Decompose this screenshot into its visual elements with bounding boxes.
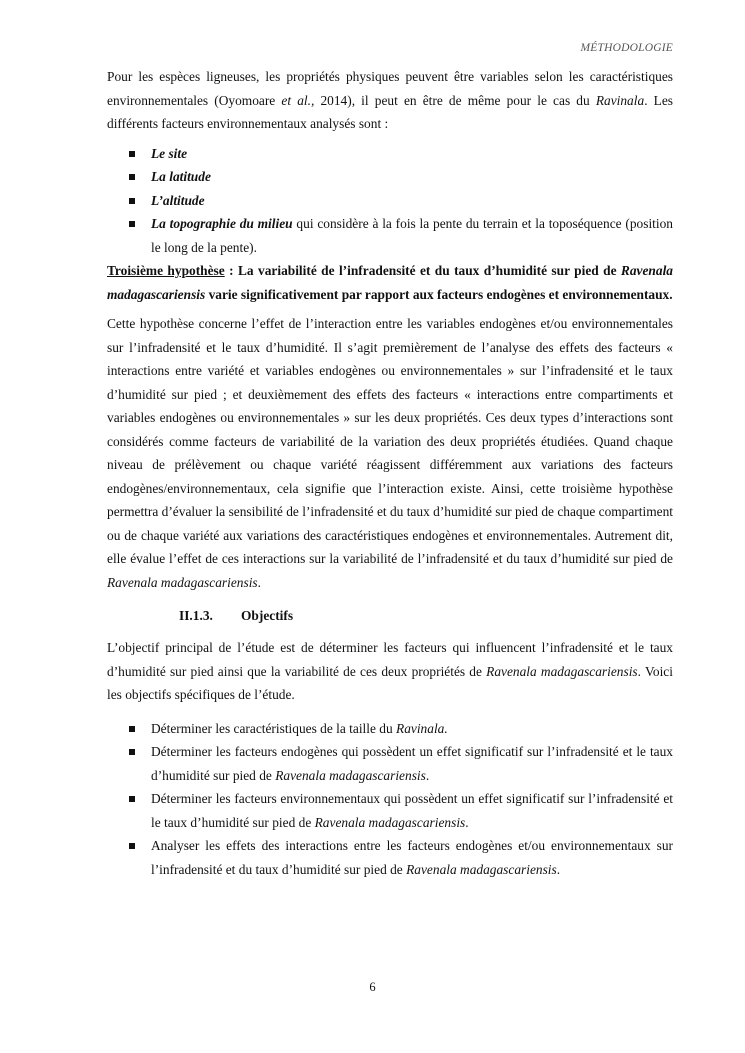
objective-4-text: Analyser les effets des interactions entre les facteurs endogènes et/ou environnementaux sur l’infradensité et du taux d’humidité sur pied de [151, 838, 673, 877]
objective-3-end: . [465, 814, 469, 830]
list-item [107, 834, 673, 881]
intro-paragraph [107, 65, 673, 136]
list-item [107, 212, 673, 259]
explanation-text: Cette hypothèse concerne l’effet de l’interaction entre les variables endogènes et/ou environnementales sur l’infradensité et le taux d’humidité. Il s’agit premièrement de l’analyse des effets des facteurs « interactions entre variété et variables endogènes ou environnementales » sur l’infradensité et le taux d’humidité sur pied ; et deuxièmement des effets des facteurs « interactions entre compartiments et variables endogènes ou environnementales » sur les deux propriétés. Ces deux types d’interactions sont considérés comme facteurs de variabilité de la variation des deux propriétés étudiées. Quand chaque niveau de prélèvement ou chaque variété réagissent différemment aux variations des facteurs endogènes/environnementaux, cela signifie que l’interaction existe. Ainsi, cette troisième hypothèse permettra d’évaluer la sensibilité de l’infradensité et du taux d’humidité sur pied de chaque compartiment ou de chaque variété aux variations des caractéristiques endogènes et environnementales. Autrement dit, elle évalue l’effet de ces interactions sur la variabilité de l’infradensité et du taux d’humidité sur pied de [107, 316, 673, 566]
list-item [107, 787, 673, 834]
list-item [107, 189, 673, 213]
objective-1-text: Déterminer les caractéristiques de la taille du [151, 720, 397, 736]
list-item [107, 740, 673, 787]
hypothesis-statement [107, 259, 673, 306]
section-number: II.1.3. [179, 608, 213, 623]
objective-4-species: Ravenala madagascariensis [406, 861, 557, 877]
page-number: 6 [369, 980, 376, 994]
intro-citation: et al., [281, 92, 315, 108]
objective-paragraph [107, 636, 673, 707]
list-item [107, 142, 673, 166]
objective-text-2: . Voici les objectifs spécifiques de l’étude. [107, 663, 673, 702]
factor-topography-desc: qui considère à la fois la pente du terrain et la toposéquence (position le long de la pente). [151, 216, 673, 255]
intro-text-3: . Les différents facteurs environnementaux analysés sont : [107, 92, 674, 131]
environmental-factors-list [107, 142, 673, 260]
objective-2-end: . [425, 767, 430, 783]
hypothesis-separator: : [224, 263, 238, 278]
specific-objectives-list [107, 717, 673, 882]
objective-text-1: L’objectif principal de l’étude est de déterminer les facteurs qui influencent l’infradensité et le taux d’humidité sur pied ainsi que la variabilité de ces deux propriétés de [107, 640, 673, 679]
objective-species: Ravenala madagascariensis [486, 663, 638, 679]
objective-2-species: Ravenala madagascariensis [275, 767, 426, 783]
hypothesis-species: Ravenala madagascariensis [107, 263, 673, 302]
running-header: MÉTHODOLOGIE [580, 42, 673, 54]
objective-3-text: Déterminer les facteurs environnementaux qui possèdent un effet significatif sur l’infradensité et le taux d’humidité sur pied de [151, 791, 673, 830]
section-title: Objectifs [241, 608, 294, 623]
factor-altitude: L’altitude [151, 192, 205, 208]
intro-text-1: Pour les espèces ligneuses, les propriétés physiques peuvent être variables selon les caractéristiques environnementales (Oyomoare [107, 69, 673, 108]
objective-2-text: Déterminer les facteurs endogènes qui possèdent un effet significatif sur l’infradensité et le taux d’humidité sur pied de [151, 744, 673, 783]
factor-site: Le site [151, 145, 188, 161]
intro-text-2: 2014), il peut en être de même pour le cas du [314, 92, 596, 108]
objective-4-end: . [556, 861, 561, 877]
section-heading [107, 604, 673, 628]
hypothesis-text-2: varie significativement par rapport aux facteurs endogènes et environnementaux. [205, 286, 673, 302]
page-content [107, 65, 673, 881]
objective-1-genus: Ravinala. [396, 720, 448, 736]
factor-topography: La topographie du milieu [151, 216, 293, 231]
intro-genus: Ravinala [595, 92, 645, 108]
list-item [107, 717, 673, 741]
explanation-end: . [257, 574, 261, 590]
explanation-species: Ravenala madagascariensis [107, 574, 258, 590]
objective-3-species: Ravenala madagascariensis [314, 814, 466, 830]
factor-latitude: La latitude [151, 169, 211, 184]
hypothesis-label: Troisième hypothèse [107, 263, 225, 278]
hypothesis-explanation [107, 312, 673, 594]
hypothesis-text-1: La variabilité de l’infradensité et du taux d’humidité sur pied de [237, 263, 621, 278]
list-item [107, 165, 673, 189]
